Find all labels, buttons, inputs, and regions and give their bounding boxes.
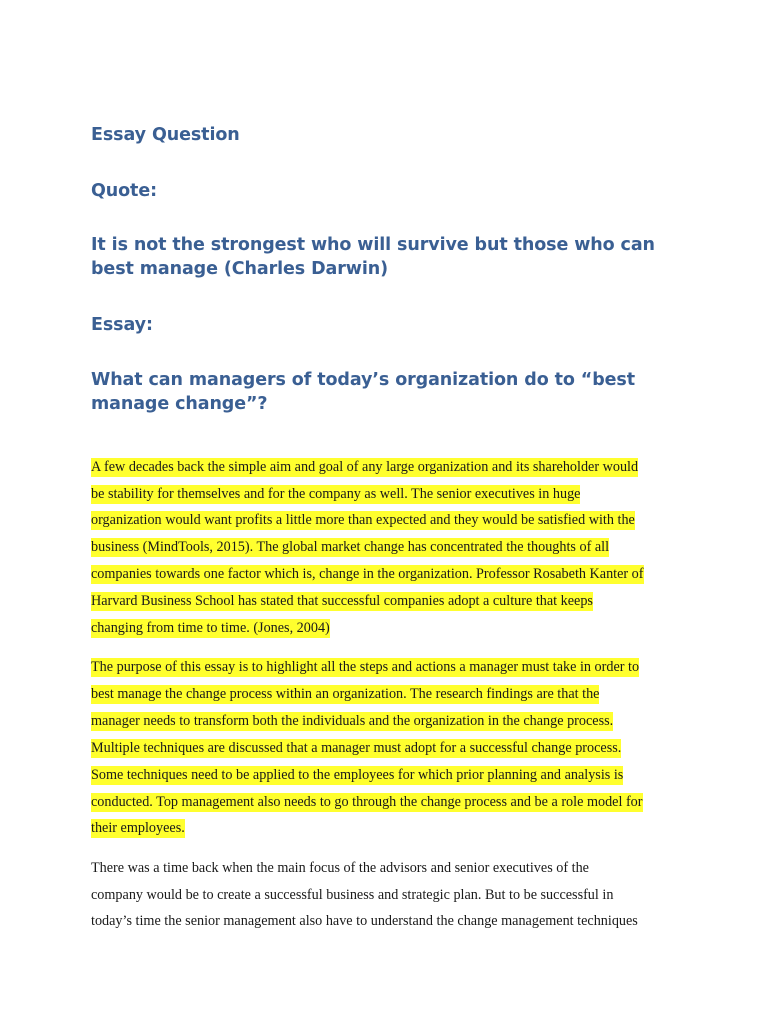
highlighted-text: A few decades back the simple aim and goal of any large organization and its shareholder would xyxy=(91,459,639,475)
highlighted-text: The purpose of this essay is to highlight all the steps and actions a manager must take in order to xyxy=(91,659,640,675)
body-text: company would be to create a successful business and strategic plan. But to be successful in xyxy=(91,887,614,903)
highlighted-text: Some techniques need to be applied to the employees for which prior planning and analysis is xyxy=(91,767,624,783)
paragraph-line xyxy=(91,685,599,703)
essay-label: Essay: xyxy=(91,315,153,335)
essay-question-line: What can managers of today’s organization do to “best xyxy=(91,370,635,390)
paragraph-line xyxy=(91,619,330,637)
body-text: today’s time the senior management also have to understand the change management techniques xyxy=(91,913,638,929)
paragraph-line xyxy=(91,712,613,730)
paragraph-line xyxy=(91,819,185,837)
paragraph-line xyxy=(91,565,644,583)
paragraph-line xyxy=(91,766,623,784)
paragraph-line xyxy=(91,485,580,503)
essay-question-line: manage change”? xyxy=(91,394,268,414)
highlighted-text: manager needs to transform both the individuals and the organization in the change process. xyxy=(91,713,614,729)
paragraph-line xyxy=(91,538,609,556)
paragraph-line xyxy=(91,886,613,904)
paragraph-line xyxy=(91,793,643,811)
paragraph-line xyxy=(91,511,635,529)
paragraph-line xyxy=(91,912,638,930)
highlighted-text: business (MindTools, 2015). The global market change has concentrated the thoughts of all xyxy=(91,539,610,555)
highlighted-text: organization would want profits a little more than expected and they would be satisfied with the xyxy=(91,512,635,528)
quote-line: best manage (Charles Darwin) xyxy=(91,259,388,279)
paragraph-line xyxy=(91,458,638,476)
highlighted-text: their employees. xyxy=(91,820,185,836)
paragraph-line xyxy=(91,859,589,877)
highlighted-text: companies towards one factor which is, change in the organization. Professor Rosabeth Kanter of xyxy=(91,566,644,582)
essay-title: Essay Question xyxy=(91,125,240,145)
highlighted-text: be stability for themselves and for the company as well. The senior executives in huge xyxy=(91,486,581,502)
highlighted-text: Multiple techniques are discussed that a manager must adopt for a successful change process. xyxy=(91,740,622,756)
paragraph-line xyxy=(91,592,593,610)
highlighted-text: conducted. Top management also needs to go through the change process and be a role model for xyxy=(91,794,643,810)
highlighted-text: changing from time to time. (Jones, 2004) xyxy=(91,620,330,636)
highlighted-text: best manage the change process within an organization. The research findings are that the xyxy=(91,686,600,702)
highlighted-text: Harvard Business School has stated that successful companies adopt a culture that keeps xyxy=(91,593,593,609)
body-text: There was a time back when the main focus of the advisors and senior executives of the xyxy=(91,860,589,876)
paragraph-line xyxy=(91,739,621,757)
quote-label: Quote: xyxy=(91,181,157,201)
quote-line: It is not the strongest who will survive but those who can xyxy=(91,235,655,255)
paragraph-line xyxy=(91,658,639,676)
